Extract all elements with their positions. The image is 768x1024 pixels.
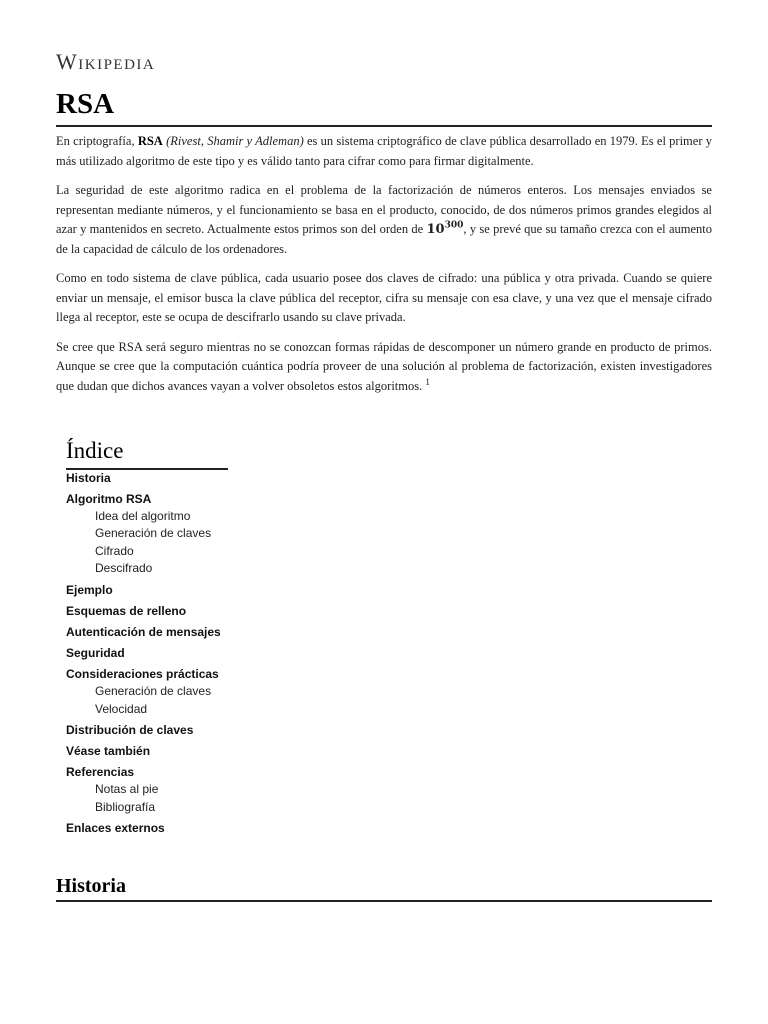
paragraph-quantum <box>56 338 712 397</box>
toc-entry <box>66 470 366 487</box>
toc-link[interactable]: Historia <box>66 471 111 485</box>
toc-sublink[interactable]: Idea del algoritmo <box>95 509 191 524</box>
toc-sublink[interactable]: Descifrado <box>95 561 153 576</box>
toc-link[interactable]: Véase también <box>66 744 151 759</box>
toc-link[interactable]: Consideraciones prácticas <box>66 667 219 682</box>
table-of-contents <box>66 436 366 841</box>
toc-sublink[interactable]: Cifrado <box>95 543 134 558</box>
toc-list <box>66 470 366 837</box>
toc-entry <box>66 820 366 837</box>
quantum-text: Se cree que RSA será seguro mientras no se conozcan formas rápidas de descomponer un número grande en producto de primos. Aunque se cree que la computación cuántica podría proveer de una solución al problema de factorización, existen investigadores que dudan que dichos avances vayan a volver obsoletos estos algoritmos. <box>56 339 712 393</box>
toc-sublink[interactable]: Velocidad <box>95 701 148 716</box>
toc-entry <box>66 603 366 620</box>
toc-link[interactable]: Distribución de claves <box>66 723 194 738</box>
security-text-end: , y se prevé que su tamaño crezca con el aumento de la capacidad de cálculo de los ordenadores. <box>56 222 712 256</box>
toc-title: Índice <box>66 436 228 470</box>
toc-link[interactable]: Esquemas de relleno <box>66 603 187 618</box>
intro-acronym-expansion: (Rivest, Shamir y Adleman) <box>166 134 304 148</box>
paragraph-security <box>56 181 712 259</box>
math-expression <box>427 222 464 237</box>
toc-entry <box>66 666 366 718</box>
toc-entry <box>66 645 366 662</box>
toc-sublink[interactable]: Notas al pie <box>95 782 159 797</box>
toc-link[interactable]: Ejemplo <box>66 582 113 597</box>
section-divider <box>56 900 712 902</box>
paragraph-public-key: Como en todo sistema de clave pública, cada usuario posee dos claves de cifrado: una pública y otra privada. Cuando se quiere enviar un mensaje, el emisor busca la clave pública del receptor, cifra su mensaje con esa clave, y una vez que el mensaje cifrado llega al receptor, este se ocupa de descifrarlo usando su clave privada. <box>56 271 712 324</box>
section-heading-historia: Historia <box>56 875 126 897</box>
toc-link[interactable]: Autenticación de mensajes <box>66 624 221 639</box>
wikipedia-wordmark-logo: Wikipedia <box>56 49 156 74</box>
security-text-start: La seguridad de este algoritmo radica en el problema de la factorización de números enteros. Los mensajes enviados se representan mediante números, y el funcionamiento se basa en el producto, conocido, de dos números primos grandes elegidos al azar y mantenidos en secreto. Actualmente estos primos son del orden de <box>56 183 712 236</box>
toc-sublist <box>66 683 366 718</box>
toc-link[interactable]: Algoritmo RSA <box>66 492 152 507</box>
article-body <box>56 132 712 406</box>
toc-entry <box>66 764 366 816</box>
intro-text-end: es un sistema criptográfico de clave pública desarrollado en 1979. Es el primer y más utilizado algoritmo de este tipo y es válido tanto para cifrar como para firmar digitalmente. <box>56 134 712 168</box>
toc-entry <box>66 491 366 577</box>
toc-entry <box>66 582 366 599</box>
page-title: RSA <box>56 88 115 120</box>
toc-sublist <box>66 781 366 816</box>
paragraph-intro <box>56 132 712 171</box>
toc-sublink[interactable]: Bibliografía <box>95 799 156 814</box>
toc-link[interactable]: Seguridad <box>66 646 125 661</box>
math-exponent: 300 <box>444 220 464 231</box>
title-divider <box>56 125 712 127</box>
toc-entry <box>66 624 366 641</box>
intro-term-rsa: RSA <box>137 134 163 148</box>
toc-entry <box>66 743 366 760</box>
toc-sublist <box>66 508 366 577</box>
footnote-reference-link[interactable]: 1 <box>425 376 430 387</box>
math-base: 10 <box>426 222 445 237</box>
intro-text-start: En criptografía, <box>56 134 138 148</box>
toc-entry <box>66 722 366 739</box>
toc-link[interactable]: Enlaces externos <box>66 821 165 836</box>
toc-link[interactable]: Referencias <box>66 765 135 780</box>
toc-sublink[interactable]: Generación de claves <box>95 526 212 541</box>
toc-sublink[interactable]: Generación de claves <box>95 684 212 699</box>
